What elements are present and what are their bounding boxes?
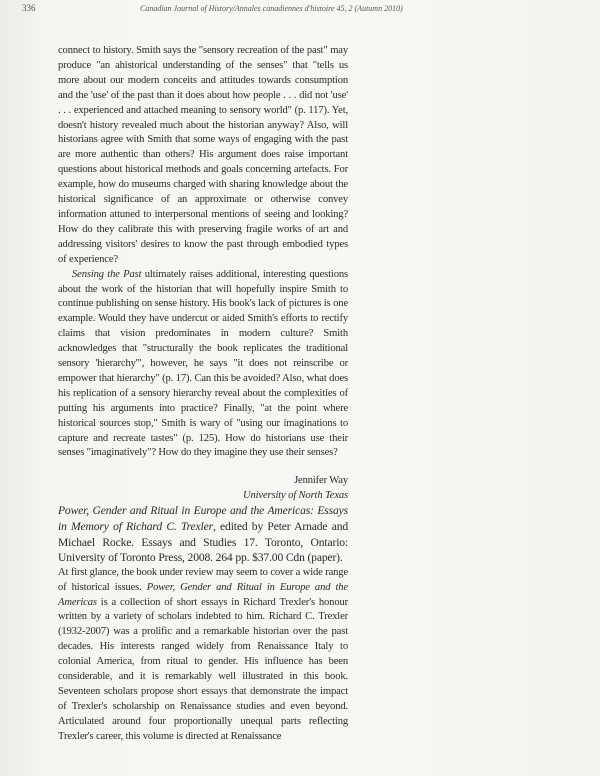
review-2-book-title: Power, Gender and Ritual in Europe and the Americas [58,581,348,608]
review-2-text-a: At first glance, the book under review may seem to cover a wide range of historical issues. [58,566,348,593]
book-citation [58,503,348,565]
review-2-text-b: is a collection of short essays in Richard Trexler's honour written by a variety of scholars indebted to him. Richard C. Trexler (1932-2007) was a prolific and a remarkable historian over the past decades. His interests ranged widely from Renaissance Italy to colonial America, from ritual to gender. His influence has been considerable, and it is remarkably well illustrated in this book. Seventeen scholars propose short essays that demonstrate the impact of Trexler's scholarship on Renaissance studies and even beyond. Articulated around four proportionally unequal parts reflecting Trexler's career, this volume is directed at Renaissance [58,596,348,742]
review-paragraph-1: connect to history. Smith says the "sensory recreation of the past" may produce "an ahistorical understanding of the senses" that "tells us more about our modern conceits and attitudes towards consumption and the 'use' of the past than it does about how people . . . did not 'use' . . . experienced and attached meaning to sensory world" (p. 117). Yet, doesn't history revealed much about the historian anyway? Also, will historians agree with Smith that some ways of engaging with the past are more authentic than others? His argument does raise important questions about historical methods and goals concerning artefacts. For example, how do museums charged with sharing knowledge about the historical significance of an approximate or otherwise convey information attuned to interpersonal mentions of seeing and looking? How do they calibrate this with preserving fragile works of art and addressing visitors' desires to know the past through embodied types of experience? [58,45,348,265]
running-head [22,3,403,14]
page-number: 336 [22,3,36,13]
page-body [58,44,348,745]
review-paragraph-2-text: ultimately raises additional, interesting questions about the work of the historian that will hopefully inspire Smith to continue publishing on sense history. His book's lack of pictures is one example. Would they have undercut or aided Smith's efforts to rectify claims that vision predominates in modern culture? Smith acknowledges that "structurally the book replicates the traditional sensory 'hierarchy'", however, he says "it does not reinscribe or empower that hierarchy" (p. 17). Can this be avoided? Also, what does his replication of a sensory hierarchy reveal about the complexities of putting his arguments into practice? Finally, "at the point where historical sources stop," Smith is wary of "using our imaginations to capture and recreate tastes" (p. 125). How do historians use their senses "imaginatively"? How do they imagine they use their senses? [58,268,348,459]
book-title-reference: Sensing the Past [72,268,142,280]
reviewer-name: Jennifer Way [294,475,348,487]
book-citation-title: Power, Gender and Ritual in Europe and the Americas: Essays in Memory of Richard C. Trexler [58,504,348,533]
reviewer-signature [58,473,348,503]
reviewer-affiliation: University of North Texas [242,490,348,502]
review-2-paragraph-1 [58,566,348,745]
journal-title-line: Canadian Journal of History/Annales canadiennes d'histoire 45, 2 (Autumn 2010) [140,4,403,13]
book-citation-details: , edited by Peter Arnade and Michael Rocke. Essays and Studies 17. Toronto, Ontario: University of Toronto Press, 2008. 264 pp. $37.00 Cdn (paper). [58,519,348,565]
review-paragraph-2 [58,268,348,462]
